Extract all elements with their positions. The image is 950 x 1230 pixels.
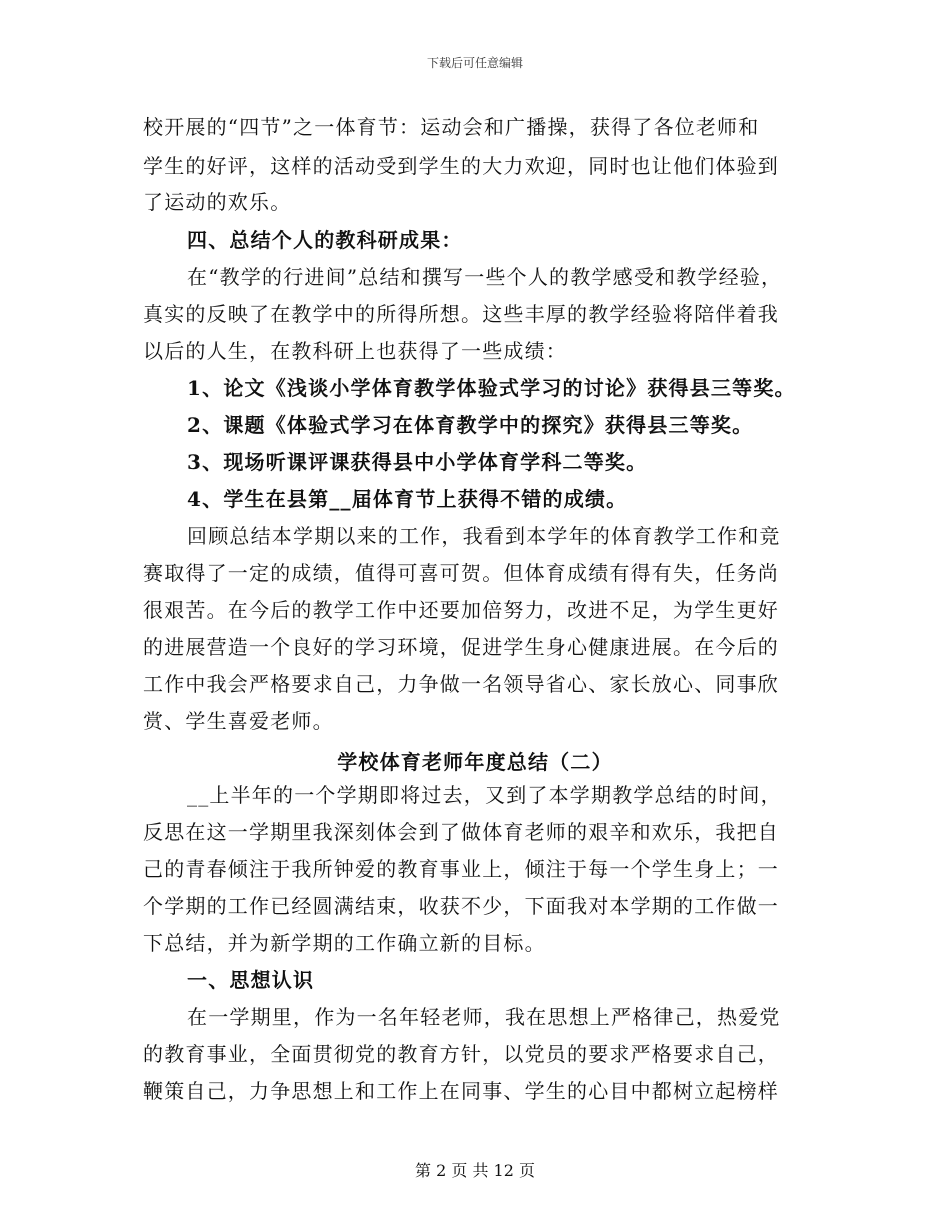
- achievement-item: 1、论文《浅谈小学体育教学体验式学习的讨论》获得县三等奖。: [187, 376, 796, 400]
- text-line: 己的青春倾注于我所钟爱的教育事业上，倾注于每一个学生身上；一: [143, 857, 779, 881]
- text-line: 赛取得了一定的成绩，值得可喜可贺。但体育成绩有得有失，任务尚: [143, 561, 779, 585]
- text-line: 在一学期里，作为一名年轻老师，我在思想上严格律己，热爱党: [187, 1005, 781, 1029]
- text-line: 校开展的“四节”之一体育节：运动会和广播操，获得了各位老师和: [143, 115, 760, 139]
- section-title: 学校体育老师年度总结（二）: [337, 750, 613, 774]
- text-line: 下总结，并为新学期的工作确立新的目标。: [143, 931, 546, 955]
- text-line: 回顾总结本学期以来的工作，我看到本学年的体育教学工作和竞: [187, 524, 781, 548]
- page-footer: 第 2 页 共 12 页: [415, 1161, 535, 1180]
- achievement-item: 4、学生在县第__届体育节上获得不错的成绩。: [187, 487, 628, 511]
- achievement-item: 2、课题《体验式学习在体育教学中的探究》获得县三等奖。: [187, 413, 754, 437]
- text-line: 的教育事业，全面贯彻党的教育方针，以党员的要求严格要求自己，: [143, 1042, 779, 1066]
- text-line: 鞭策自己，力争思想上和工作上在同事、学生的心目中都树立起榜样: [143, 1079, 779, 1103]
- section-heading: 四、总结个人的教科研成果：: [187, 228, 463, 252]
- text-line: 真实的反映了在教学中的所得所想。这些丰厚的教学经验将陪伴着我: [143, 302, 779, 326]
- header-note: 下载后可任意编辑: [426, 56, 523, 70]
- text-line: __上半年的一个学期即将过去，又到了本学期教学总结的时间，: [187, 783, 782, 807]
- section-heading: 一、思想认识: [187, 968, 315, 992]
- text-line: 个学期的工作已经圆满结束，收获不少，下面我对本学期的工作做一: [143, 894, 779, 918]
- text-line: 工作中我会严格要求自己，力争做一名领导省心、家长放心、同事欣: [143, 672, 779, 696]
- text-line: 很艰苦。在今后的教学工作中还要加倍努力，改进不足，为学生更好: [143, 598, 779, 622]
- achievement-item: 3、现场听课评课获得县中小学体育学科二等奖。: [187, 450, 648, 474]
- text-line: 的进展营造一个良好的学习环境，促进学生身心健康进展。在今后的: [143, 635, 779, 659]
- text-line: 以后的人生，在教科研上也获得了一些成绩：: [143, 339, 567, 363]
- text-line: 赏、学生喜爱老师。: [143, 709, 334, 733]
- text-line: 了运动的欢乐。: [143, 190, 292, 214]
- text-line: 在“教学的行进间”总结和撰写一些个人的教学感受和教学经验，: [187, 265, 783, 289]
- text-line: 反思在这一学期里我深刻体会到了做体育老师的艰辛和欢乐，我把自: [143, 820, 779, 844]
- text-line: 学生的好评，这样的活动受到学生的大力欢迎，同时也让他们体验到: [143, 154, 779, 178]
